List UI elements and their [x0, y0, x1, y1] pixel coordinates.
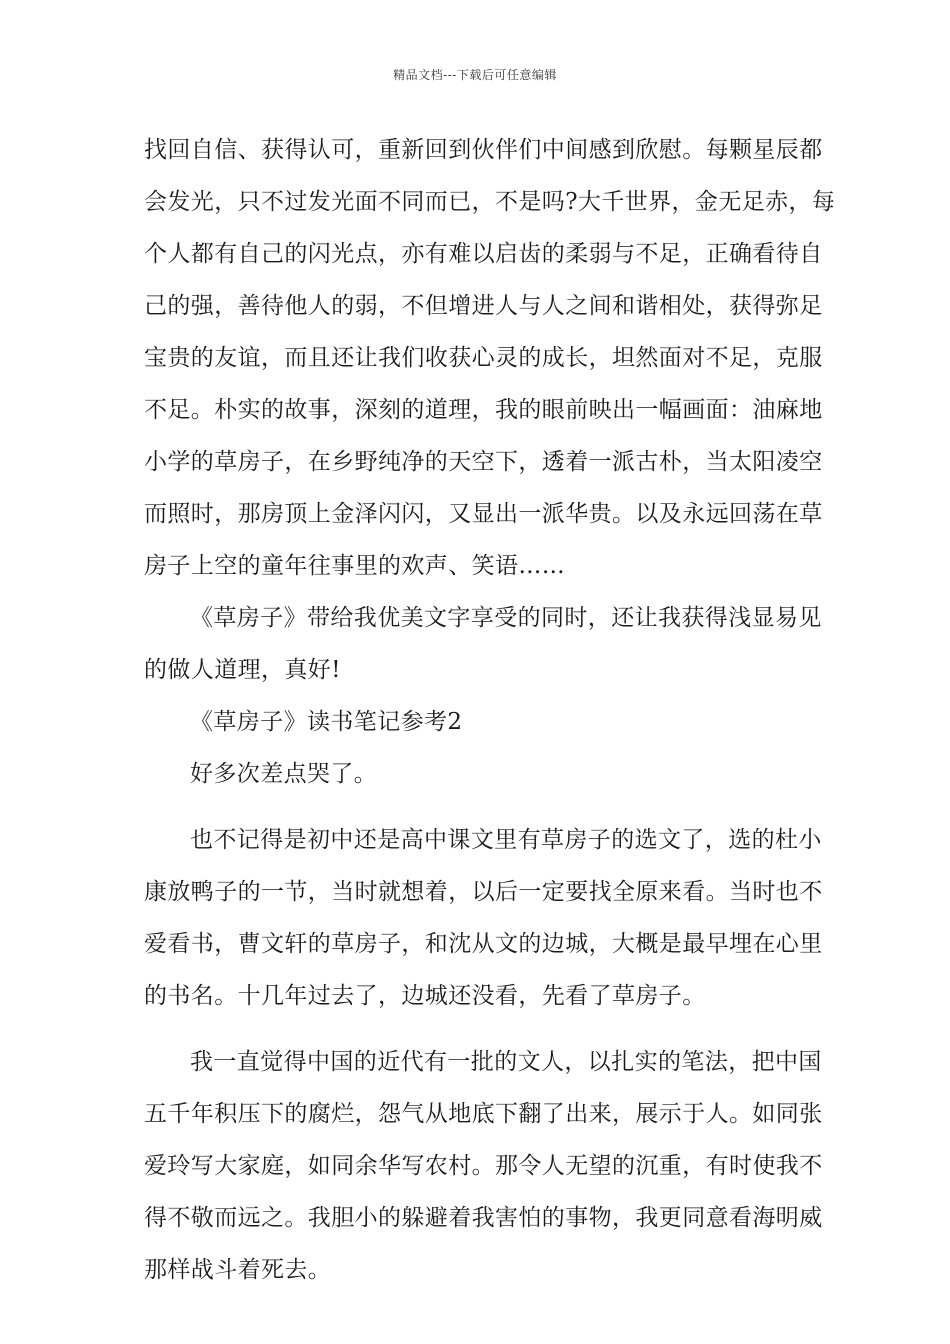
- text-line: 那样战斗着死去。: [144, 1257, 332, 1283]
- text-line: 找回自信、获得认可，重新回到伙伴们中间感到欣慰。每颗星辰都: [144, 137, 823, 163]
- text-line: 己的强，善待他人的弱，不但增进人与人之间和谐相处，获得弥足: [144, 293, 823, 319]
- text-line: 五千年积压下的腐烂，怨气从地底下翻了出来，展示于人。如同张: [144, 1101, 823, 1127]
- paragraph: [144, 124, 836, 592]
- heading-text: 《草房子》读书笔记参考2: [190, 709, 463, 735]
- text-line: 得不敬而远之。我胆小的躲避着我害怕的事物，我更同意看海明威: [144, 1205, 823, 1231]
- paragraph: [144, 814, 823, 1022]
- text-line: 房子上空的童年往事里的欢声、笑语……: [144, 553, 566, 579]
- text-line: 爱看书，曹文轩的草房子，和沈从文的边城，大概是最早埋在心里: [144, 931, 823, 957]
- text-line: 我一直觉得中国的近代有一批的文人，以扎实的笔法，把中国: [190, 1049, 822, 1075]
- paragraph: [144, 748, 809, 800]
- text-line: 爱玲写大家庭，如同余华写农村。那令人无望的沉重，有时使我不: [144, 1153, 823, 1179]
- text-line: 的做人道理，真好!: [144, 657, 341, 683]
- paragraph: [144, 592, 822, 696]
- text-line: 《草房子》带给我优美文字享受的同时，还让我获得浅显易见: [190, 605, 822, 631]
- paragraph: [144, 1036, 823, 1296]
- text-line: 小学的草房子，在乡野纯净的天空下，透着一派古朴，当太阳凌空: [144, 449, 823, 475]
- text-line: 会发光，只不过发光面不同而已，不是吗?大千世界，金无足赤，每: [144, 189, 836, 215]
- text-line: 而照时，那房顶上金泽闪闪，又显出一派华贵。以及永远回荡在草: [144, 501, 823, 527]
- text-line: 个人都有自己的闪光点，亦有难以启齿的柔弱与不足，正确看待自: [144, 241, 823, 267]
- text-line: 的书名。十几年过去了，边城还没看，先看了草房子。: [144, 983, 706, 1009]
- text-line: 不足。朴实的故事，深刻的道理，我的眼前映出一幅画面：油麻地: [144, 397, 823, 423]
- text-line: 也不记得是初中还是高中课文里有草房子的选文了，选的杜小: [190, 827, 822, 853]
- section-heading: [144, 696, 809, 748]
- text-line: 康放鸭子的一节，当时就想着，以后一定要找全原来看。当时也不: [144, 879, 823, 905]
- text-line: 宝贵的友谊，而且还让我们收获心灵的成长，坦然面对不足，克服: [144, 345, 823, 371]
- page-header: 精品文档---下载后可任意编辑: [393, 68, 557, 82]
- document-body: [144, 124, 836, 1296]
- text-line: 好多次差点哭了。: [190, 761, 378, 787]
